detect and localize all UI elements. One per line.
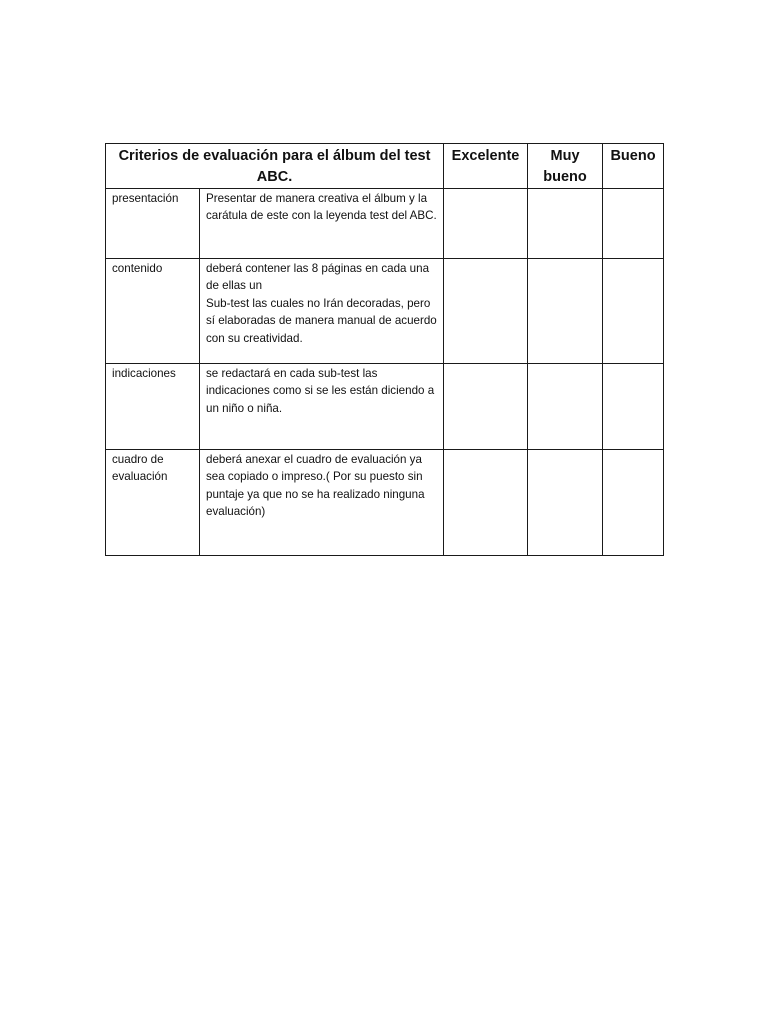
row-description: deberá contener las 8 páginas en cada una de ellas un Sub-test las cuales no Irán decoradas, pero sí elaboradas de manera manual de acuerdo con su creatividad. (200, 259, 444, 364)
score-cell-bueno (603, 364, 664, 450)
score-cell-bueno (603, 189, 664, 259)
table-row (106, 189, 664, 259)
table-row (106, 364, 664, 450)
score-cell-bueno (603, 450, 664, 556)
score-cell-muy-bueno (528, 364, 603, 450)
score-cell-excelente (444, 259, 528, 364)
row-description: se redactará en cada sub-test las indicaciones como si se les están diciendo a un niño o niña. (200, 364, 444, 450)
row-description: Presentar de manera creativa el álbum y la carátula de este con la leyenda test del ABC. (200, 189, 444, 259)
evaluation-rubric-table (105, 143, 664, 556)
row-label: presentación (106, 189, 200, 259)
score-cell-excelente (444, 189, 528, 259)
header-bueno: Bueno (603, 144, 664, 189)
score-cell-bueno (603, 259, 664, 364)
table-header-row (106, 144, 664, 189)
table-row (106, 450, 664, 556)
score-cell-muy-bueno (528, 189, 603, 259)
header-criteria: Criterios de evaluación para el álbum del test ABC. (106, 144, 444, 189)
score-cell-muy-bueno (528, 259, 603, 364)
row-description: deberá anexar el cuadro de evaluación ya sea copiado o impreso.( Por su puesto sin puntaje ya que no se ha realizado ninguna evaluación) (200, 450, 444, 556)
score-cell-excelente (444, 364, 528, 450)
score-cell-excelente (444, 450, 528, 556)
header-excelente: Excelente (444, 144, 528, 189)
row-label: cuadro de evaluación (106, 450, 200, 556)
score-cell-muy-bueno (528, 450, 603, 556)
table-row (106, 259, 664, 364)
header-muy-bueno: Muy bueno (528, 144, 603, 189)
row-label: indicaciones (106, 364, 200, 450)
row-label: contenido (106, 259, 200, 364)
